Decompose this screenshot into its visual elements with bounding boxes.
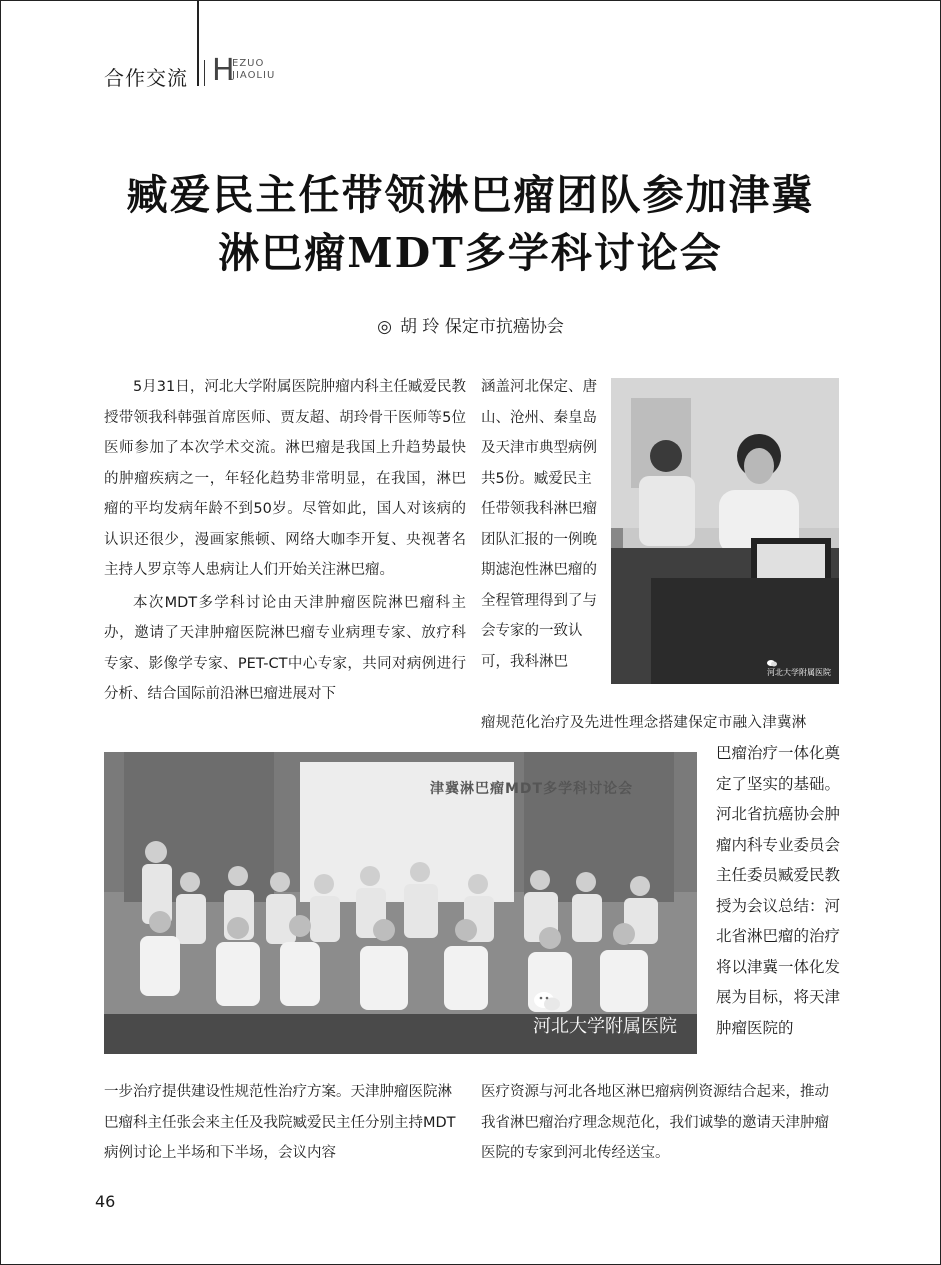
meeting-speakers-photo	[611, 378, 839, 684]
section-logo-line2: JIAOLIU	[232, 70, 276, 81]
photo1-watermark-text: 河北大学附属医院	[767, 668, 831, 677]
section-title: 合作交流	[104, 66, 188, 90]
header-vertical-rule	[197, 0, 199, 86]
section-logo	[212, 54, 292, 86]
left-column	[104, 372, 466, 712]
photo2-watermark	[533, 990, 677, 1038]
photo1-watermark	[767, 659, 831, 678]
page-number: 46	[95, 1192, 116, 1211]
paragraph-1: 5月31日，河北大学附属医院肿瘤内科主任臧爱民教授带领我科韩强首席医师、贾友超、胡玲骨干医师等5位医师参加了本次学术交流。淋巴瘤是我国上升趋势最快的肿瘤疾病之一，年轻化趋势非常明显，在我国，淋巴瘤的平均发病年龄不到50岁。尽管如此，国人对该病的认识还很少，漫画家熊顿、网络大咖李开复、央视著名主持人罗京等人患病让人们开始关注淋巴瘤。	[104, 379, 466, 578]
projection-screen-title: 津冀淋巴瘤MDT多学科讨论会	[430, 781, 634, 797]
article-title-line2: 淋巴瘤MDT多学科讨论会	[218, 229, 723, 277]
right-column-text: 巴瘤治疗一体化奠定了坚实的基础。河北省抗癌协会肿瘤内科专业委员会主任委员臧爱民教授为会议总结：河北省淋巴瘤的治疗将以津冀一体化发展为目标，将天津肿瘤医院的	[716, 744, 841, 1037]
section-logo-line1: EZUO	[232, 58, 265, 69]
middle-full-line: 瘤规范化治疗及先进性理念搭建保定市融入津冀淋	[481, 715, 807, 731]
photo2-watermark-text: 河北大学附属医院	[533, 1016, 677, 1037]
wechat-icon	[533, 990, 561, 1012]
wechat-icon	[767, 659, 777, 667]
speakers-photo-art	[611, 378, 839, 684]
section-logo-initial: H	[212, 53, 235, 88]
bottom-right-text: 医疗资源与河北各地区淋巴瘤病例资源结合起来，推动我省淋巴瘤治疗理念规范化，我们诚挚的邀请天津肿瘤医院的专家到河北传经送宝。	[481, 1084, 829, 1161]
byline-mark: ◎	[377, 317, 393, 337]
group-photo	[104, 752, 697, 1054]
article-title-line1: 臧爱民主任带领淋巴瘤团队参加津冀	[126, 171, 815, 219]
paragraph-2: 本次MDT多学科讨论由天津肿瘤医院淋巴瘤科主办，邀请了天津肿瘤医院淋巴瘤专业病理专家、放疗科专家、影像学专家、PET-CT中心专家，共同对病例进行分析、结合国际前沿淋巴瘤进展对下	[104, 594, 466, 702]
middle-column-text: 涵盖河北保定、唐山、沧州、秦皇岛及天津市典型病例共5份。臧爱民主任带领我科淋巴瘤团队汇报的一例晚期滤泡性淋巴瘤的全程管理得到了与会专家的一致认可，我科淋巴	[481, 379, 597, 670]
byline	[0, 312, 941, 337]
section-divider	[204, 60, 205, 86]
byline-author: 胡 玲 保定市抗癌协会	[400, 317, 564, 337]
bottom-left-text: 一步治疗提供建设性规范性治疗方案。天津肿瘤医院淋巴瘤科主任张会来主任及我院臧爱民主任分别主持MDT病例讨论上半场和下半场，会议内容	[104, 1084, 456, 1161]
